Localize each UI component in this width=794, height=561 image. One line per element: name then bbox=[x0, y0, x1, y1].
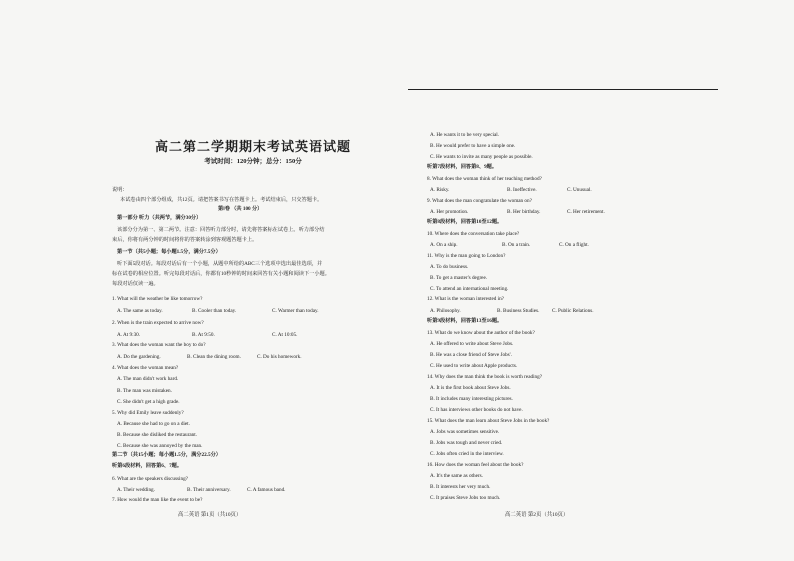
text-line: A. At 9:30. bbox=[117, 332, 141, 338]
text-line: 第一部分 听力（共两节，满分30分） bbox=[117, 215, 202, 221]
text-line: B. He was a close friend of Steve Jobs'. bbox=[430, 352, 512, 358]
text-line: A. Her promotion. bbox=[430, 209, 469, 215]
text-line: C. It has interviews other books do not have. bbox=[430, 407, 523, 413]
text-line: A. Do the gardening. bbox=[117, 354, 161, 360]
text-line: 束后，你将有两分钟的时间将你的答案转涂到客观题答题卡上。 bbox=[112, 237, 258, 243]
text-line: 听第7段材料，回答第8、9题。 bbox=[427, 164, 498, 170]
top-rule bbox=[408, 89, 718, 90]
text-line: A. Because she had to go on a diet. bbox=[117, 421, 190, 427]
text-line: 每段对话仅读一遍。 bbox=[112, 281, 159, 287]
text-line: C. Warmer than today. bbox=[272, 308, 319, 314]
text-line: B. Jobs was tough and never cried. bbox=[430, 440, 503, 446]
text-line: A. It is the first book about Steve Jobs. bbox=[430, 385, 511, 391]
text-line: 第一节（共5小题；每小题1.5分，满分7.5分） bbox=[117, 249, 221, 255]
text-line: 说明： bbox=[112, 187, 128, 193]
text-line: 11. Why is the man going to London? bbox=[427, 253, 506, 259]
text-line: A. The same as today. bbox=[117, 308, 163, 314]
text-line: A. On a ship. bbox=[430, 242, 458, 248]
text-line: 第Ⅰ卷 （共 100 分） bbox=[218, 206, 263, 212]
text-line: C. Public Relations. bbox=[552, 308, 594, 314]
text-line: A. Jobs was sometimes sensitive. bbox=[430, 429, 500, 435]
text-line: B. Business Studies. bbox=[497, 308, 540, 314]
text-line: 3. What does the woman want the boy to do? bbox=[112, 342, 206, 348]
text-line: B. On a train. bbox=[502, 242, 531, 248]
text-line: A. To do business. bbox=[430, 264, 469, 270]
text-line: 第二节（共15小题；每小题1.5分，满分22.5分） bbox=[112, 452, 221, 458]
text-line: C. At 10:05. bbox=[272, 332, 298, 338]
text-line: B. The man was mistaken. bbox=[117, 388, 172, 394]
text-line: B. Ineffective. bbox=[507, 187, 537, 193]
text-line: A. Their wedding. bbox=[117, 487, 155, 493]
text-line: 标在试卷的相应位置。听完每段对话后，你都有10秒钟的时间来回答有关小题和阅读下一小题。 bbox=[112, 271, 330, 277]
text-line: 13. What do we know about the author of the book? bbox=[427, 330, 535, 336]
text-line: C. Do his homework. bbox=[257, 354, 302, 360]
text-line: 9. What does the man congratulate the woman on? bbox=[427, 198, 532, 204]
text-line: B. It includes many interesting pictures. bbox=[430, 396, 513, 402]
text-line: 7. How would the man like the event to be? bbox=[112, 497, 203, 503]
text-line: B. Cooler than today. bbox=[192, 308, 237, 314]
text-line: 听下面5段对话。每段对话后有一个小题，从题中所给的ABC三个选项中选出最佳选项，并 bbox=[117, 261, 323, 267]
text-line: 6. What are the speakers discussing? bbox=[112, 476, 188, 482]
text-line: C. He used to write about Apple products. bbox=[430, 363, 518, 369]
footer-left: 高二英语 第1页（共10页） bbox=[178, 512, 242, 518]
exam-title: 高二第二学期期末考试英语试题 bbox=[154, 139, 351, 154]
exam-time-score: 考试时间：120分钟；总分：150分 bbox=[204, 158, 302, 165]
text-line: C. Her retirement. bbox=[567, 209, 605, 215]
text-line: C. A famous band. bbox=[247, 487, 286, 493]
text-line: 5. Why did Emily leave suddenly? bbox=[112, 410, 184, 416]
text-line: C. She didn't get a high grade. bbox=[117, 399, 180, 405]
text-line: C. It praises Steve Jobs too much. bbox=[430, 495, 501, 501]
text-line: C. On a flight. bbox=[559, 242, 589, 248]
text-line: 2. When is the train expected to arrive now? bbox=[112, 320, 204, 326]
text-line: 8. What does the woman think of her teaching method? bbox=[427, 176, 542, 182]
text-line: 4. What does the woman mean? bbox=[112, 365, 179, 371]
text-line: A. He wants it to be very special. bbox=[430, 132, 500, 138]
text-line: B. Clean the dining room. bbox=[187, 354, 241, 360]
text-line: B. At 9:50. bbox=[192, 332, 215, 338]
text-line: B. Their anniversary. bbox=[187, 487, 231, 493]
text-line: C. Unusual. bbox=[567, 187, 592, 193]
text-line: B. To get a master's degree. bbox=[430, 275, 488, 281]
text-line: 12. What is the woman interested in? bbox=[427, 296, 504, 302]
text-line: 14. Why does the man think the book is worth reading? bbox=[427, 374, 543, 380]
text-line: B. Because she disliked the restaurant. bbox=[117, 432, 197, 438]
text-line: 1. What will the weather be like tomorrow? bbox=[112, 296, 203, 302]
text-line: A. Risky. bbox=[430, 187, 450, 193]
text-line: 听第6段材料，回答第6、7题。 bbox=[112, 463, 183, 469]
text-line: A. The man didn't work hard. bbox=[117, 376, 179, 382]
text-line: 该部分分为第一、第二两节。注意：回答听力部分时，请先将答案标在试卷上。听力部分结 bbox=[117, 227, 325, 233]
text-line: C. He wants to invite as many people as possible. bbox=[430, 154, 533, 160]
text-line: 16. How does the woman feel about the book? bbox=[427, 462, 524, 468]
text-line: C. Because she was annoyed by the man. bbox=[117, 443, 203, 449]
text-line: C. Jobs often cried in the interview. bbox=[430, 451, 504, 457]
text-line: B. Her birthday. bbox=[507, 209, 541, 215]
footer-right: 高二英语 第2页（共10页） bbox=[505, 512, 569, 518]
text-line: B. It interests her very much. bbox=[430, 484, 491, 490]
text-line: 听第9段材料，回答第13至16题。 bbox=[427, 318, 503, 324]
text-line: 10. Where does the conversation take place? bbox=[427, 231, 520, 237]
text-line: B. He would prefer to have a simple one. bbox=[430, 143, 516, 149]
text-line: 听第8段材料，回答第10至12题。 bbox=[427, 219, 503, 225]
text-line: A. Philosophy. bbox=[430, 308, 461, 314]
text-line: 本试卷由四个部分组成，共12页。请把答案书写在答题卡上。考试结束后，只交答题卡。 bbox=[120, 197, 323, 203]
text-line: C. To attend an international meeting. bbox=[430, 286, 509, 292]
text-line: A. He offered to write about Steve Jobs. bbox=[430, 341, 514, 347]
text-line: A. It's the same as others. bbox=[430, 473, 483, 479]
text-line: 15. What does the man learn about Steve Jobs in the book? bbox=[427, 418, 550, 424]
